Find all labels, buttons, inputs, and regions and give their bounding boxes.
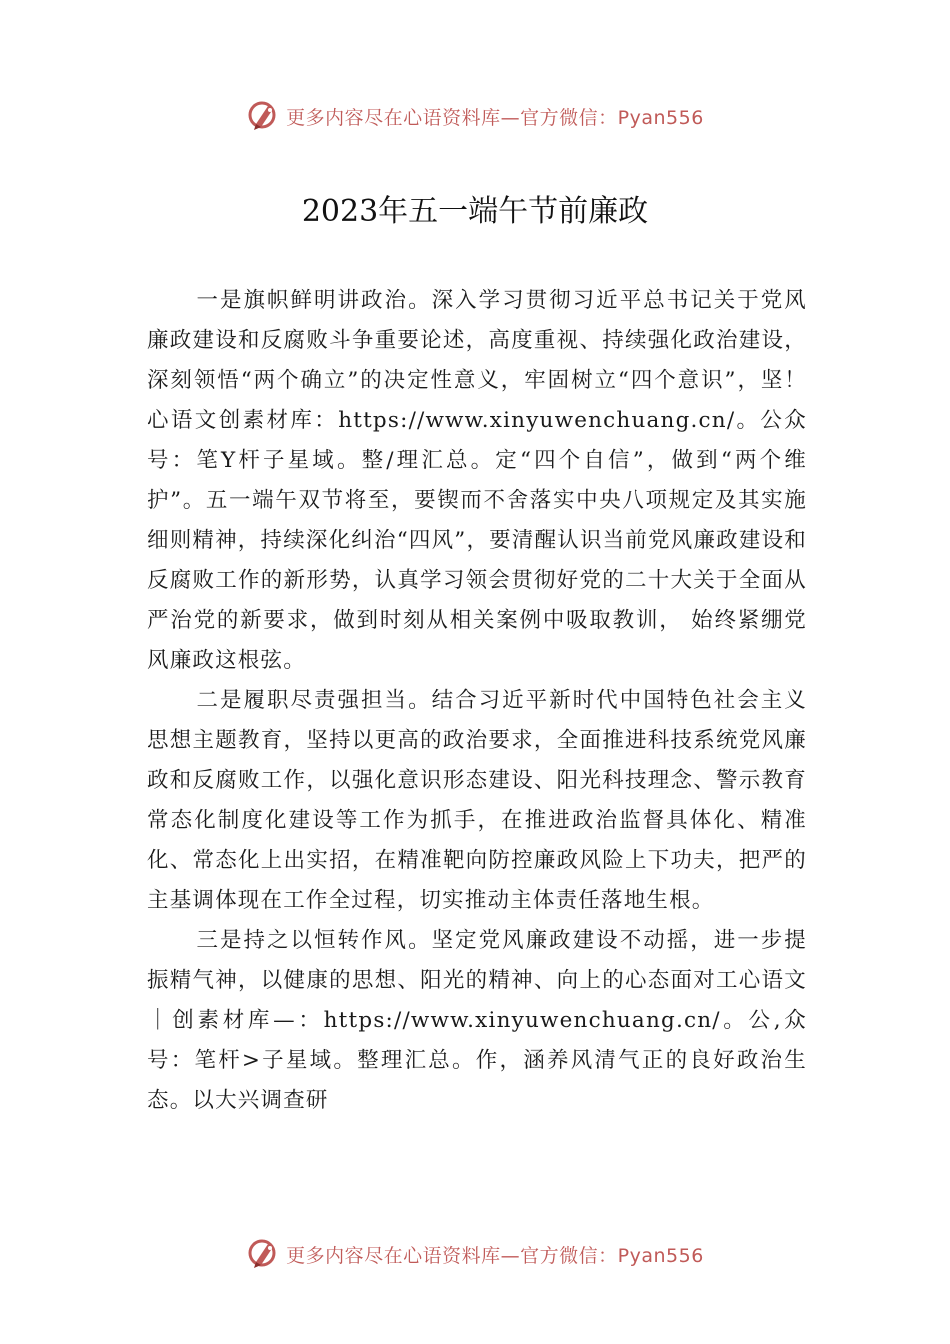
footer-watermark [0,1234,950,1274]
document-body [147,281,807,1121]
pen-logo-icon [246,1236,282,1272]
watermark-text: 更多内容尽在心语资料库—官方微信：Pyan556 [286,1244,704,1267]
document-title: 2023年五一端午节前廉政 [301,194,649,229]
paragraph-1: 一是旗帜鲜明讲政治。深入学习贯彻习近平总书记关于党风廉政建设和反腐败斗争重要论述，高度重视、持续强化政治建设，深刻领悟“两个确立”的决定性意义，牢固树立“四个意识”，坚！心语文创素材库：https://www.xinyuwenchuang.cn/。公众号：笔Y杆子星域。整/理汇总。定“四个自信”，做到“两个维护”。五一端午双节将至，要锲而不舍落实中央八项规定及其实施细则精神，持续深化纠治“四风”，要清醒认识当前党风廉政建设和反腐败工作的新形势，认真学习领会贯彻好党的二十大关于全面从严治党的新要求，做到时刻从相关案例中吸取教训， 始终紧绷党风廉政这根弦。 [147,288,807,673]
watermark-text: 更多内容尽在心语资料库—官方微信：Pyan556 [286,106,704,129]
paragraph-3: 三是持之以恒转作风。坚定党风廉政建设不动摇，进一步提振精气神，以健康的思想、阳光的精神、向上的心态面对工心语文｜创素材库—：https://www.xinyuwenchuang.cn/。公,众号：笔杆>子星域。整理汇总。作，涵养风清气正的良好政治生态。以大兴调查研 [147,928,807,1113]
pen-logo-icon [246,98,282,134]
paragraph-2: 二是履职尽责强担当。结合习近平新时代中国特色社会主义思想主题教育，坚持以更高的政治要求，全面推进科技系统党风廉政和反腐败工作，以强化意识形态建设、阳光科技理念、警示教育常态化制度化建设等工作为抓手，在推进政治监督具体化、精准化、常态化上出实招，在精准靶向防控廉政风险上下功夫，把严的主基调体现在工作全过程，切实推动主体责任落地生根。 [147,688,807,913]
header-watermark [0,96,950,136]
